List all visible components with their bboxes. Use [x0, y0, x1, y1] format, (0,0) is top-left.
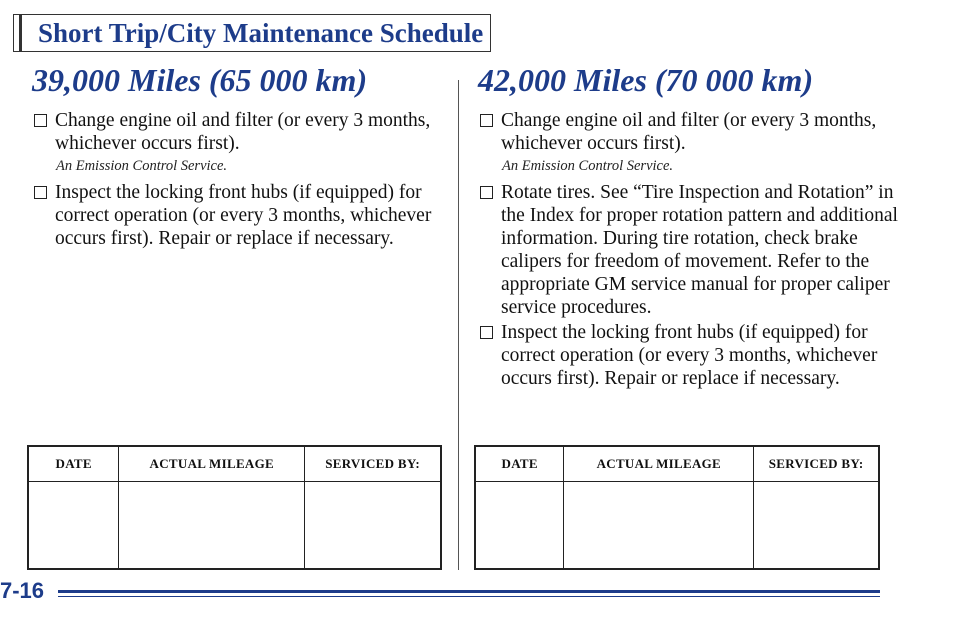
left-item-2 [32, 181, 452, 250]
mileage-cell[interactable] [564, 482, 754, 570]
mileage-header: ACTUAL MILEAGE [564, 446, 754, 482]
service-log-table-left [27, 445, 442, 570]
serviced-by-cell[interactable] [754, 482, 879, 570]
column-divider [458, 80, 459, 570]
footer-rule [58, 590, 880, 593]
checkbox-icon[interactable] [34, 186, 47, 199]
right-column [478, 62, 898, 392]
serviced-by-cell[interactable] [305, 482, 441, 570]
right-item-1 [478, 109, 898, 155]
right-mileage-heading: 42,000 Miles (70 000 km) [478, 62, 814, 98]
table-header-row [28, 446, 441, 482]
right-item-3 [478, 321, 898, 390]
item-text: Change engine oil and filter (or every 3 months, whichever occurs first). [55, 110, 431, 154]
mileage-header: ACTUAL MILEAGE [119, 446, 305, 482]
table-header-row [475, 446, 879, 482]
item-text: Rotate tires. See “Tire Inspection and Rotation” in the Index for proper rotation pattern and additional information. During tire rotation, check brake calipers for freedom of movement. Refer to the appropriate GM service manual for proper caliper service procedures. [501, 182, 898, 318]
table-row [475, 482, 879, 570]
date-header: DATE [475, 446, 564, 482]
left-item-1 [32, 109, 452, 155]
table-row [28, 482, 441, 570]
service-log-table-right [474, 445, 880, 570]
serviced-by-header: SERVICED BY: [305, 446, 441, 482]
serviced-by-header: SERVICED BY: [754, 446, 879, 482]
item-text: Change engine oil and filter (or every 3 months, whichever occurs first). [501, 110, 877, 154]
left-mileage-heading: 39,000 Miles (65 000 km) [32, 62, 368, 98]
item-text: Inspect the locking front hubs (if equipped) for correct operation (or every 3 months, whichever occurs first). Repair or replace if necessary. [501, 322, 878, 389]
checkbox-icon[interactable] [480, 114, 493, 127]
header-bar [19, 15, 22, 51]
page-number: 7-16 [0, 578, 45, 603]
checkbox-icon[interactable] [34, 114, 47, 127]
date-cell[interactable] [475, 482, 564, 570]
left-column [32, 62, 452, 252]
item-note: An Emission Control Service. [56, 158, 228, 174]
right-item-2 [478, 181, 898, 319]
checkbox-icon[interactable] [480, 326, 493, 339]
date-cell[interactable] [28, 482, 119, 570]
item-text: Inspect the locking front hubs (if equipped) for correct operation (or every 3 months, whichever occurs first). Repair or replace if necessary. [55, 182, 432, 249]
mileage-cell[interactable] [119, 482, 305, 570]
checkbox-icon[interactable] [480, 186, 493, 199]
item-note: An Emission Control Service. [502, 158, 674, 174]
date-header: DATE [28, 446, 119, 482]
footer-rule-thin [58, 596, 880, 597]
section-title: Short Trip/City Maintenance Schedule [38, 17, 484, 48]
section-header [13, 14, 491, 52]
